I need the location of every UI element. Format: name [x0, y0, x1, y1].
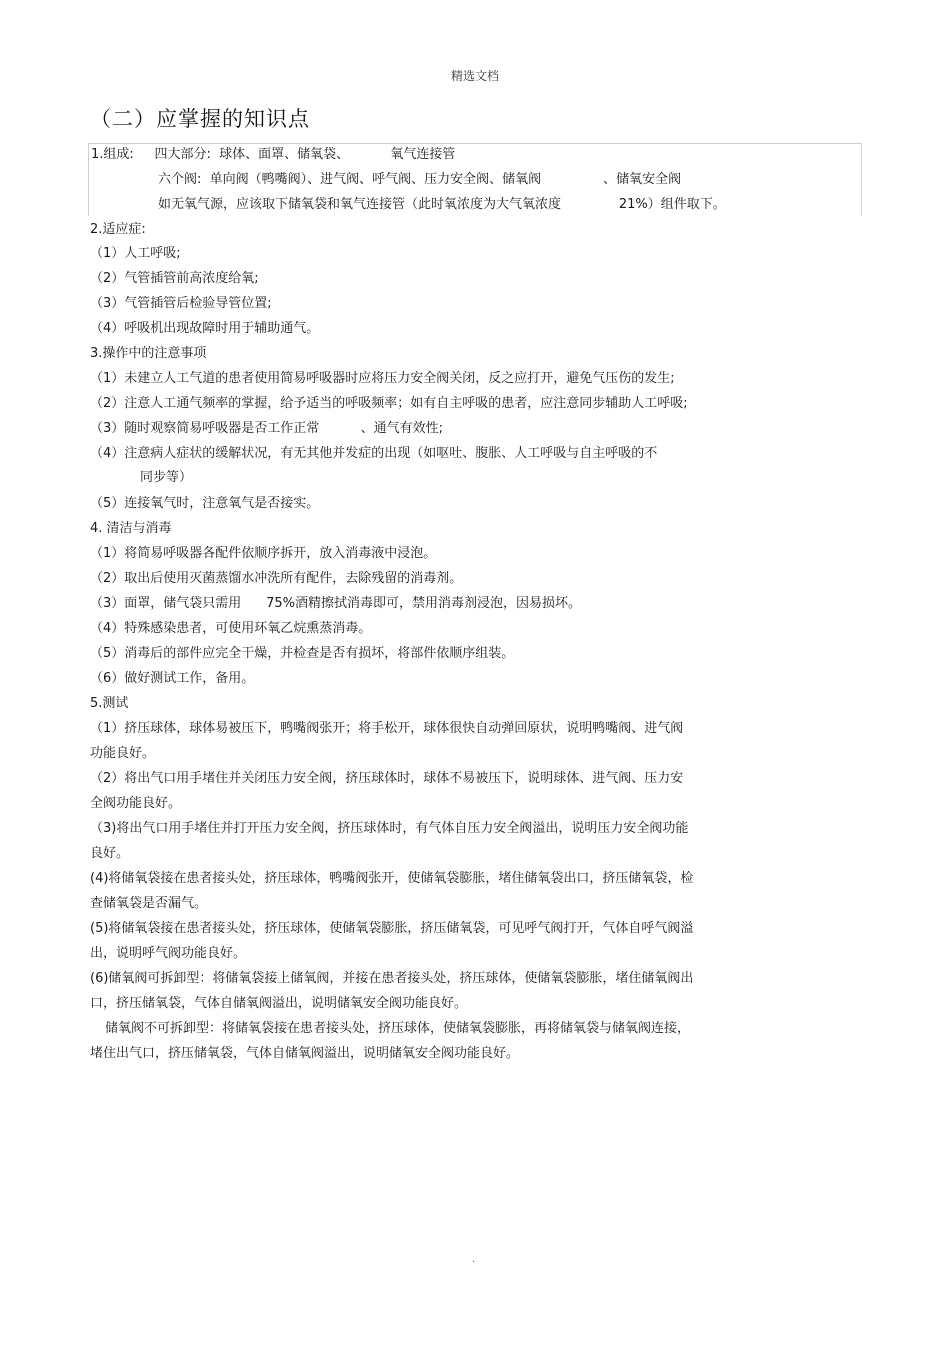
text-line: (4)将储氧袋接在患者接头处，挤压球体，鸭嘴阀张开，使储氧袋膨胀，堵住储氧袋出口，挤压储氧袋，检 — [90, 871, 694, 886]
text-line: （3)将出气口用手堵住并打开压力安全阀，挤压球体时，有气体自压力安全阀溢出，说明压力安全阀功能 — [90, 821, 689, 836]
text-line: 4. 清洁与消毒 — [90, 521, 172, 536]
text-line: （4）特殊感染患者，可使用环氧乙烷熏蒸消毒。 — [90, 621, 372, 636]
text-line: 口，挤压储氧袋，气体自储氧阀溢出，说明储氧安全阀功能良好。 — [90, 996, 468, 1011]
text-line: 堵住出气口，挤压储氧袋，气体自储氧阀溢出，说明储氧安全阀功能良好。 — [90, 1046, 520, 1061]
text-line: 2.适应症: — [90, 222, 146, 237]
text-line: （1）将简易呼吸器各配件依顺序拆开，放入消毒液中浸泡。 — [90, 546, 437, 561]
text-line: （4）呼吸机出现故障时用于辅助通气。 — [90, 321, 320, 336]
box-line: 1.组成: 四大部分: 球体、面罩、储氧袋、 氧气连接管 — [91, 147, 456, 162]
text-line: （5）连接氧气时，注意氧气是否接实。 — [90, 496, 320, 511]
text-line: 同步等） — [140, 470, 193, 485]
text-line: 储氧阀不可拆卸型：将储氧袋接在患者接头处，挤压球体，使储氧袋膨胀，再将储氧袋与储氧阀连接， — [105, 1021, 691, 1036]
text-line: （3）气管插管后检验导管位置; — [90, 296, 272, 311]
box-line: 如无氧气源，应该取下储氧袋和氧气连接管（此时氧浓度为大气氧浓度 21%）组件取下。 — [158, 197, 726, 212]
text-line: （1）人工呼吸; — [90, 246, 181, 261]
text-line: （2）气管插管前高浓度给氧; — [90, 271, 259, 286]
text-line: 良好。 — [90, 846, 130, 861]
text-line: 出，说明呼气阀功能良好。 — [90, 946, 247, 961]
text-line: （3）面罩，储气袋只需用 75%酒精擦拭消毒即可，禁用消毒剂浸泡，因易损坏。 — [90, 596, 581, 611]
text-line: 5.测试 — [90, 696, 129, 711]
text-line: （6）做好测试工作，备用。 — [90, 671, 255, 686]
text-line: （1）未建立人工气道的患者使用简易呼吸器时应将压力安全阀关闭，反之应打开，避免气压伤的发生; — [90, 371, 675, 386]
text-line: （3）随时观察简易呼吸器是否工作正常 、通气有效性; — [90, 421, 443, 436]
text-line: 查储氧袋是否漏气。 — [90, 896, 208, 911]
text-line: （2）取出后使用灭菌蒸馏水冲洗所有配件，去除残留的消毒剂。 — [90, 571, 463, 586]
text-line: 全阀功能良好。 — [90, 796, 182, 811]
text-line: （2）将出气口用手堵住并关闭压力安全阀，挤压球体时，球体不易被压下，说明球体、进气阀、压力安 — [90, 771, 684, 786]
text-line: （4）注意病人症状的缓解状况，有无其他并发症的出现（如呕吐、腹胀、人工呼吸与自主呼吸的不 — [90, 446, 658, 461]
text-line: (6)储氧阀可拆卸型：将储氧袋接上储氧阀，并接在患者接头处，挤压球体，使储氧袋膨胀，堵住储氧阀出 — [90, 971, 694, 986]
text-line: （5）消毒后的部件应完全干燥，并检查是否有损坏，将部件依顺序组装。 — [90, 646, 515, 661]
page-footer: . — [472, 1254, 476, 1265]
section-title: （二）应掌握的知识点 — [90, 107, 310, 131]
text-line: (5)将储氧袋接在患者接头处，挤压球体，使储氧袋膨胀，挤压储氧袋，可见呼气阀打开，气体自呼气阀溢 — [90, 921, 694, 936]
text-line: 功能良好。 — [90, 746, 156, 761]
box-line: 六个阀: 单向阀（鸭嘴阀）、进气阀、呼气阀、压力安全阀、储氧阀 、储氧安全阀 — [158, 172, 682, 187]
text-line: （1）挤压球体，球体易被压下，鸭嘴阀张开；将手松开，球体很快自动弹回原状，说明鸭嘴阀、进气阀 — [90, 721, 684, 736]
text-line: （2）注意人工通气频率的掌握，给予适当的呼吸频率；如有自主呼吸的患者，应注意同步辅助人工呼吸; — [90, 396, 688, 411]
page-header: 精选文档 — [450, 69, 499, 83]
text-line: 3.操作中的注意事项 — [90, 346, 207, 361]
